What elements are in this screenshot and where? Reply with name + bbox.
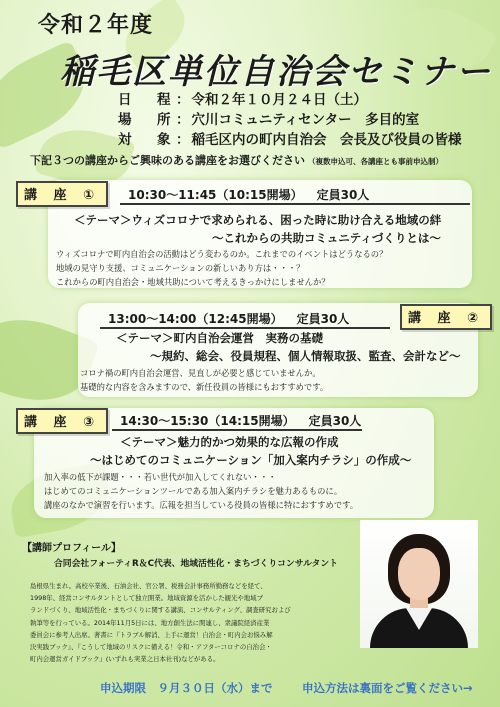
course-2-time-text: 13:00～14:00（12:45開場）	[108, 312, 283, 326]
profile-line: 1998年、経営コンサルタントとして独立開業。地域資源を活かした観光や地域ブ	[30, 594, 263, 603]
date-label: 日 程	[118, 92, 177, 108]
course-3-desc-line: 加入率の低下が課題・・・若い世代が加入してくれない・・・	[44, 472, 277, 482]
date-value: 令和２年１０月２４日（土）	[191, 92, 367, 108]
profile-affiliation: 合同会社フォーティR＆C代表、地域活性化・まちづくりコンサルタント	[54, 559, 338, 569]
course-2-time	[108, 310, 349, 327]
year-title: 令和２年度	[38, 13, 154, 38]
application-deadline: 申込期限 ９月３０日（水）まで	[100, 681, 273, 695]
course-1-description	[56, 247, 387, 289]
profile-line: 町内会運営ガイドブック』(いずれも実業之日本社刊)などがある。	[30, 655, 220, 664]
intro-main: 下記３つの講座からご興味のある講座をお選びください	[30, 154, 305, 167]
course-2-description	[80, 366, 328, 394]
profile-line: 委員会に参考人出席。著書に『トラブル解消、上手に運営！自治会・町内会お悩み解	[30, 630, 273, 639]
info-target: 対 象： 稲毛区内の町内自治会 会長及び役員の皆様	[118, 128, 462, 148]
profile-line: 執筆等を行っている。2014年11月5日には、地方創生法に関連し、衆議院経済産業	[30, 618, 270, 627]
course-1-theme: ＜テーマ＞ウィズコロナで求められる、困った時に助け合える地域の絆	[74, 213, 442, 227]
course-2-desc-line: 基礎的な内容を含みますので、新任役員の皆様にもおすすめです。	[80, 382, 329, 392]
course-3-tag: 講 座 ③	[16, 408, 108, 434]
course-2-desc-line: コロナ禍の町内自治会運営、見直しが必要と感じていませんか。	[80, 368, 321, 378]
course-2-capacity: 定員30人	[296, 312, 350, 326]
profile-line: 島根県生まれ。高校卒業後、石油会社、官公署、税務会計事務所勤務などを経て、	[30, 582, 267, 590]
profile-line: 決実践ブック』、『こうして地域のリスクに備える！令和・アフターコロナの自治会・	[30, 643, 272, 652]
course-3-subtheme: ～はじめてのコミュニケーション「加入案内チラシ」の作成～	[90, 453, 412, 467]
course-3-desc-line: はじめてのコミュニケーションツールである加入案内チラシを魅力あるものに。	[44, 486, 343, 496]
course-1-tag: 講 座 ①	[16, 181, 108, 207]
main-title: 稲毛区単位自治会セミナー	[60, 52, 492, 92]
course-1-capacity: 定員30人	[316, 188, 370, 202]
course-1-desc-line: これからの町内自治会・地域共助について考えるきっかけにしませんか？	[56, 277, 330, 287]
course-2-underline	[100, 327, 390, 329]
course-3-underline	[112, 429, 362, 431]
info-date: 日 程： 令和２年１０月２４日（土）	[118, 88, 367, 108]
photo-face	[398, 548, 440, 600]
place-value: 穴川コミュニティセンター 多目的室	[191, 112, 420, 128]
info-place: 場 所： 穴川コミュニティセンター 多目的室	[118, 108, 419, 128]
place-label: 場 所	[118, 112, 177, 128]
course-1-underline	[120, 203, 470, 205]
target-label: 対 象	[118, 132, 177, 148]
intro-note: （複数申込可、各講座とも事前申込制）	[308, 157, 443, 166]
course-3-time	[120, 412, 361, 429]
application-method: 申込方法は裏面をご覧ください→	[302, 681, 473, 695]
course-3-desc-line: 講座のなかで演習を行います。広報を担当している役員の皆様に特におすすめです。	[44, 500, 359, 510]
course-3-theme: ＜テーマ＞魅力的かつ効果的な広報の作成	[120, 435, 339, 449]
course-1-desc-line: ウィズコロナで町内自治会の活動はどう変わるのか。これまでのイベントはどうなるの？	[56, 249, 388, 259]
course-3-time-text: 14:30～15:30（14:15開場）	[120, 414, 295, 428]
profile-line: ランドづくり、地域活性化・まちづくりに関する講演、コンサルティング、調査研究および	[30, 606, 291, 615]
intro-text	[30, 152, 443, 168]
course-2-tag: 講 座 ②	[400, 304, 492, 330]
course-2-theme: ＜テーマ＞町内自治会運営 実務の基礎	[116, 331, 323, 345]
course-1-time	[128, 186, 369, 203]
profile-body	[30, 580, 291, 665]
course-3-description	[44, 470, 358, 512]
course-1-subtheme: ～これからの共助コミュニティづくりとは～	[212, 231, 441, 245]
course-1-time-text: 10:30～11:45（10:15開場）	[128, 188, 303, 202]
lecturer-photo	[360, 520, 478, 648]
course-1-desc-line: 地域の見守り支援、コミュニケーションの新しいあり方は・・・？	[56, 263, 305, 273]
course-3-capacity: 定員30人	[308, 414, 362, 428]
course-2-subtheme: ～規約、総会、役員規程、個人情報取扱、監査、会計など～	[150, 349, 461, 363]
profile-heading: 【講師プロフィール】	[22, 543, 121, 554]
target-value: 稲毛区内の町内自治会 会長及び役員の皆様	[191, 132, 462, 148]
